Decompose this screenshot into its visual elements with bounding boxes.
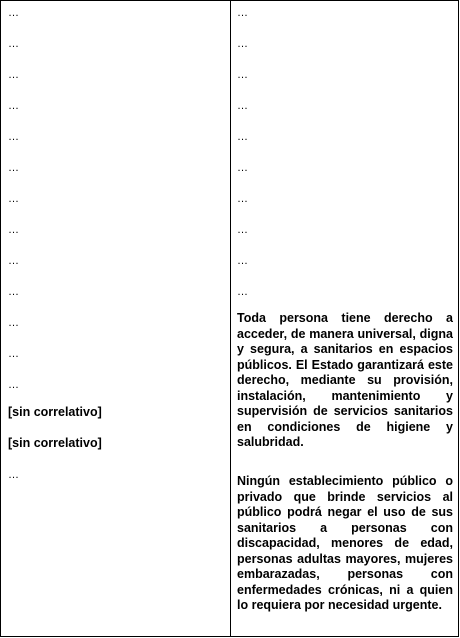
ellipsis-row: …	[237, 162, 248, 174]
ellipsis-row: …	[8, 317, 19, 329]
ellipsis-row: …	[237, 255, 248, 267]
ellipsis-row: …	[237, 131, 248, 143]
ellipsis-row: …	[8, 69, 19, 81]
ellipsis-row: …	[237, 100, 248, 112]
ellipsis-row: …	[8, 193, 19, 205]
ellipsis-row: …	[8, 379, 19, 391]
ellipsis-row: …	[8, 162, 19, 174]
ellipsis-row: …	[237, 7, 248, 19]
ellipsis-row: …	[8, 224, 19, 236]
ellipsis-row: …	[237, 38, 248, 50]
ellipsis-row: …	[237, 286, 248, 298]
ellipsis-row: …	[237, 69, 248, 81]
sin-correlativo-label: [sin correlativo]	[8, 405, 102, 419]
ellipsis-row: …	[8, 348, 19, 360]
ellipsis-row: …	[237, 224, 248, 236]
ellipsis-row: …	[8, 38, 19, 50]
column-divider	[230, 1, 231, 636]
ellipsis-row: …	[8, 7, 19, 19]
sin-correlativo-label: [sin correlativo]	[8, 436, 102, 450]
ellipsis-row: …	[237, 193, 248, 205]
ellipsis-row: …	[8, 255, 19, 267]
article-paragraph-1: Toda persona tiene derecho a acceder, de manera universal, digna y segura, a sanitarios en espacios públicos. El Estado garantizará este derecho, mediante su provisión, instalación, mantenimiento y supervisión de servicios sanitarios en condiciones de higiene y salubridad.	[237, 311, 453, 449]
ellipsis-row: …	[8, 131, 19, 143]
ellipsis-row: …	[8, 100, 19, 112]
ellipsis-row: …	[8, 286, 19, 298]
ellipsis-row: …	[8, 469, 19, 481]
article-paragraph-2: Ningún establecimiento público o privado que brinde servicios al público podrá negar el uso de sus sanitarios a personas con discapacidad, menores de edad, personas adultas mayores, mujeres embarazadas, personas con enfermedades crónicas, ni a quien lo requiera por necesidad urgente.	[237, 474, 453, 612]
